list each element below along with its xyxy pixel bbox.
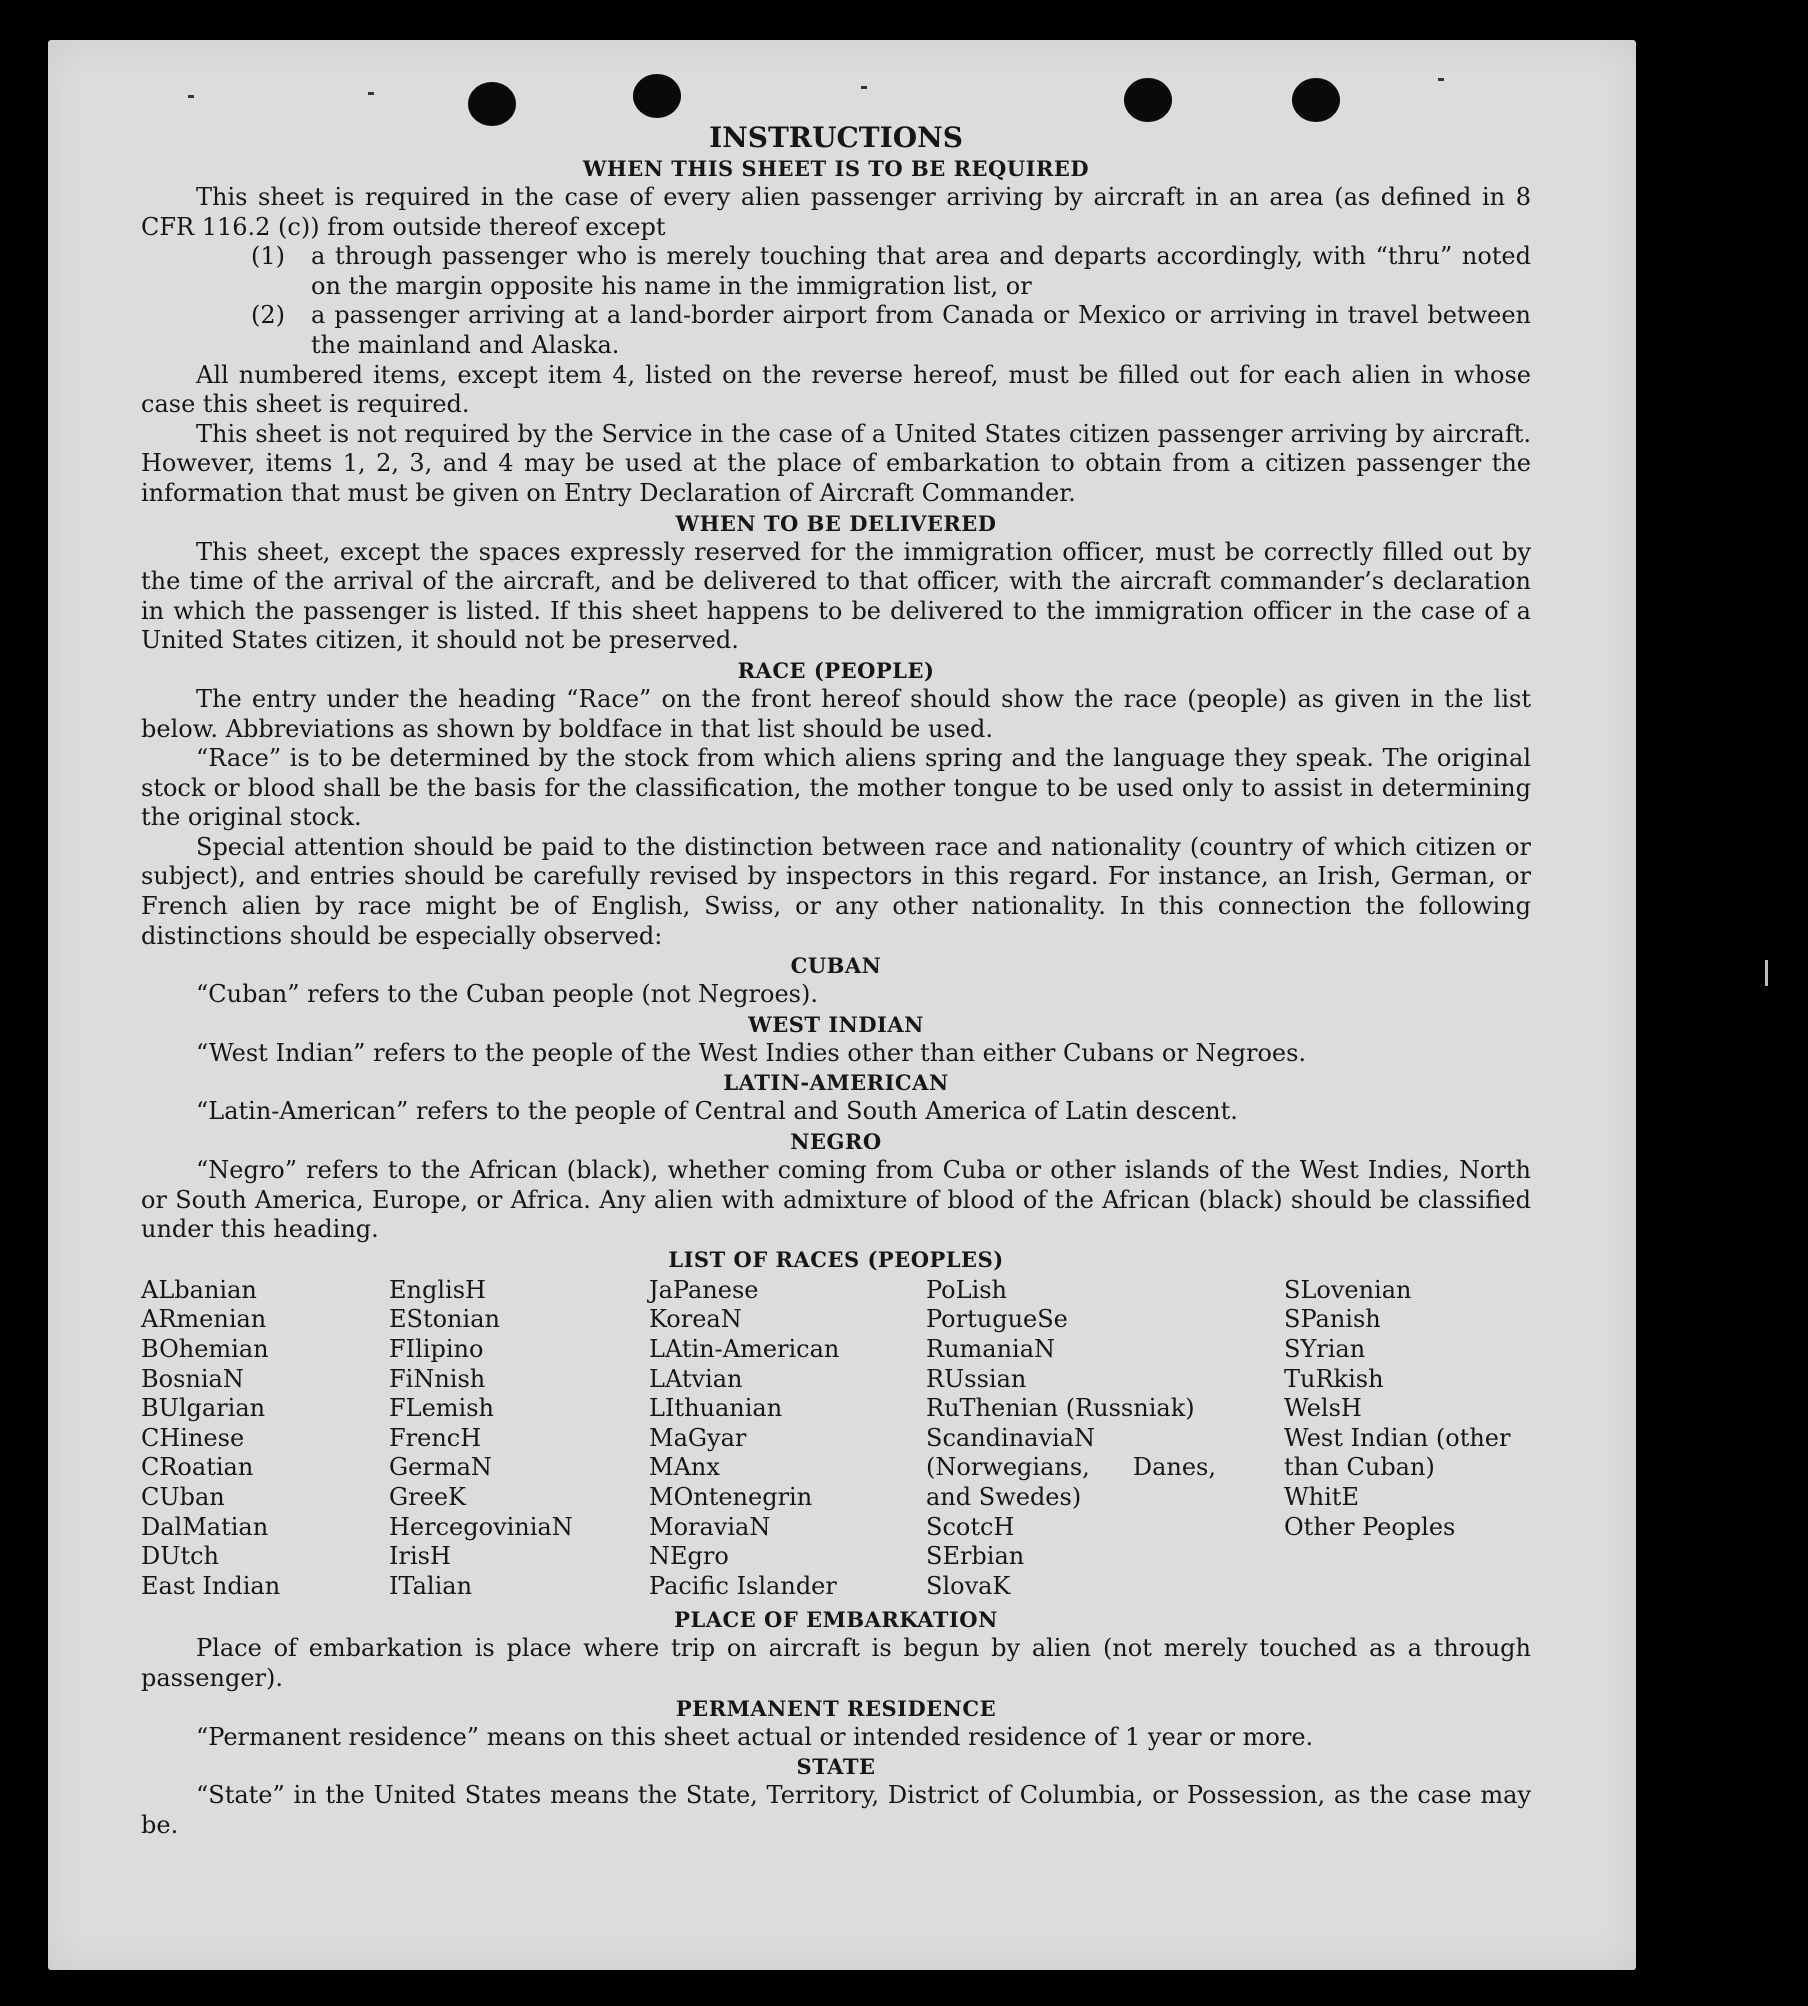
paragraph: “State” in the United States means the State, Territory, District of Columbia, or Possession, as the case may be. [141, 1781, 1531, 1839]
races-column [649, 1276, 926, 1602]
race-entry: BosniaN [141, 1364, 244, 1393]
races-column [141, 1276, 389, 1602]
section-heading: WEST INDIAN [748, 1011, 924, 1037]
race-entry: DalMatian [141, 1512, 269, 1541]
instructions-text [141, 122, 1531, 1840]
race-entry: NEgro [649, 1542, 729, 1571]
races-column [1284, 1276, 1531, 1602]
race-entry: ITalian [389, 1571, 473, 1600]
race-entry: WelsH [1284, 1394, 1362, 1423]
race-entry: KoreaN [649, 1305, 742, 1334]
race-entry: RumaniaN [926, 1335, 1056, 1363]
paragraph: All numbered items, except item 4, listed on the reverse hereof, must be filled out for each alien in whose case this sheet is required. [141, 360, 1531, 419]
section-heading: WHEN TO BE DELIVERED [675, 510, 997, 536]
race-entry: ScandinaviaN (Norwegians, Danes, and Swedes) [926, 1423, 1216, 1511]
paragraph: “Cuban” refers to the Cuban people (not Negroes). [196, 980, 818, 1009]
item-number: (1) [251, 242, 285, 271]
item-text: a through passenger who is merely touching that area and departs accordingly, with “thru” noted on the margin opposite his name in the immigration list, or [311, 242, 1531, 300]
race-entry: MAnx [649, 1453, 720, 1482]
paragraph: This sheet is not required by the Service in the case of a United States citizen passenger arriving by aircraft. However, items 1, 2, 3, and 4 may be used at the place of embarkation to obtain from a citizen passenger the information that must be given on Entry Declaration of Aircraft Commander. [141, 419, 1531, 507]
race-entry: FiNnish [389, 1364, 486, 1393]
race-entry: JaPanese [649, 1275, 759, 1304]
list-item [251, 242, 1531, 301]
item-number: (2) [251, 301, 285, 330]
race-entry: TuRkish [1284, 1364, 1384, 1393]
race-entry: ScotcH [926, 1512, 1015, 1541]
race-entry: Other Peoples [1284, 1512, 1456, 1541]
paragraph: Special attention should be paid to the distinction between race and nationality (country of which citizen or subject), and entries should be carefully revised by inspectors in this regard. For instance, an Irish, German, or French alien by race might be of English, Swiss, or any other nationality. In this connection the following distinctions should be especially observed: [141, 832, 1531, 950]
race-entry: FrencH [389, 1423, 482, 1452]
race-entry: BUlgarian [141, 1394, 266, 1423]
race-entry: PortugueSe [926, 1305, 1068, 1334]
race-entry: SYrian [1284, 1335, 1366, 1363]
punch-hole [1292, 78, 1340, 122]
page-title: INSTRUCTIONS [709, 121, 963, 154]
race-entry: EnglisH [389, 1275, 486, 1304]
races-list [141, 1276, 1531, 1602]
race-entry: PoLish [926, 1275, 1008, 1304]
race-entry: IrisH [389, 1542, 451, 1571]
speck [188, 95, 194, 98]
race-entry: MOntenegrin [649, 1482, 813, 1511]
section-heading: CUBAN [790, 953, 882, 979]
race-entry: MoraviaN [649, 1512, 771, 1541]
paragraph: Place of embarkation is place where trip on aircraft is begun by alien (not merely touched as a through passenger). [141, 1634, 1531, 1692]
punch-hole [1124, 78, 1172, 122]
section-heading: LATIN-AMERICAN [723, 1070, 949, 1096]
races-column [926, 1276, 1284, 1602]
race-entry: East Indian [141, 1571, 281, 1600]
race-entry: WhitE [1284, 1482, 1359, 1511]
paragraph: This sheet, except the spaces expressly reserved for the immigration officer, must be correctly filled out by the time of the arrival of the aircraft, and be delivered to that officer, with the aircraft commander’s declaration in which the passenger is listed. If this sheet happens to be delivered to the immigration officer in the case of a United States citizen, it should not be preserved. [141, 537, 1531, 655]
item-text: a passenger arriving at a land-border airport from Canada or Mexico or arriving in travel between the mainland and Alaska. [311, 301, 1531, 359]
race-entry: ARmenian [141, 1305, 267, 1334]
edge-mark [1765, 960, 1768, 986]
race-entry: SLovenian [1284, 1275, 1412, 1304]
race-entry: ALbanian [141, 1275, 257, 1304]
race-entry: EStonian [389, 1305, 500, 1334]
race-entry: GreeK [389, 1482, 466, 1511]
race-entry: MaGyar [649, 1423, 747, 1452]
section-heading: PERMANENT RESIDENCE [675, 1695, 997, 1721]
race-entry: SPanish [1284, 1305, 1381, 1334]
punch-hole [468, 82, 516, 126]
race-entry: SlovaK [926, 1571, 1011, 1600]
section-heading: PLACE OF EMBARKATION [674, 1607, 998, 1633]
race-entry: West Indian (other than Cuban) [1284, 1423, 1511, 1482]
section-heading: LIST OF RACES (PEOPLES) [668, 1246, 1004, 1272]
section-heading: NEGRO [790, 1129, 882, 1155]
race-entry: GermaN [389, 1453, 492, 1482]
paragraph: “West Indian” refers to the people of the West Indies other than either Cubans or Negroes. [196, 1038, 1307, 1067]
speck [861, 86, 867, 89]
paragraph: “Latin-American” refers to the people of Central and South America of Latin descent. [196, 1097, 1238, 1126]
paragraph: This sheet is required in the case of every alien passenger arriving by aircraft in an area (as defined in 8 CFR 116.2 (c)) from outside thereof except [141, 183, 1531, 241]
race-entry: CUban [141, 1482, 225, 1511]
punch-hole [633, 74, 681, 118]
section-heading: STATE [796, 1754, 876, 1780]
race-entry: DUtch [141, 1542, 220, 1571]
race-entry: RUssian [926, 1364, 1027, 1393]
speck [1438, 78, 1444, 81]
race-entry: CHinese [141, 1423, 245, 1452]
races-column [389, 1276, 649, 1602]
race-entry: LAtin-American [649, 1335, 840, 1363]
paragraph: “Permanent residence” means on this sheet actual or intended residence of 1 year or more. [196, 1722, 1314, 1751]
race-entry: LIthuanian [649, 1394, 783, 1423]
paragraph: “Race” is to be determined by the stock from which aliens spring and the language they speak. The original stock or blood shall be the basis for the classification, the mother tongue to be used only to assist in determining the original stock. [141, 744, 1531, 832]
paragraph: “Negro” refers to the African (black), whether coming from Cuba or other islands of the West Indies, North or South America, Europe, or Africa. Any alien with admixture of blood of the African (black) should be classified under this heading. [141, 1156, 1531, 1244]
race-entry: CRoatian [141, 1453, 254, 1482]
race-entry: SErbian [926, 1542, 1025, 1571]
speck [368, 92, 374, 95]
section-heading: WHEN THIS SHEET IS TO BE REQUIRED [582, 156, 1090, 181]
race-entry: HercegoviniaN [389, 1512, 573, 1541]
paragraph: The entry under the heading “Race” on the front hereof should show the race (people) as given in the list below. Abbreviations as shown by boldface in that list should be used. [141, 684, 1531, 743]
race-entry: BOhemian [141, 1335, 269, 1363]
race-entry: FIlipino [389, 1335, 484, 1363]
race-entry: LAtvian [649, 1364, 743, 1393]
race-entry: Pacific Islander [649, 1571, 837, 1600]
race-entry: FLemish [389, 1394, 494, 1423]
section-heading: RACE (PEOPLE) [737, 657, 935, 683]
list-item [251, 301, 1531, 360]
race-entry: RuThenian (Russniak) [926, 1394, 1195, 1423]
